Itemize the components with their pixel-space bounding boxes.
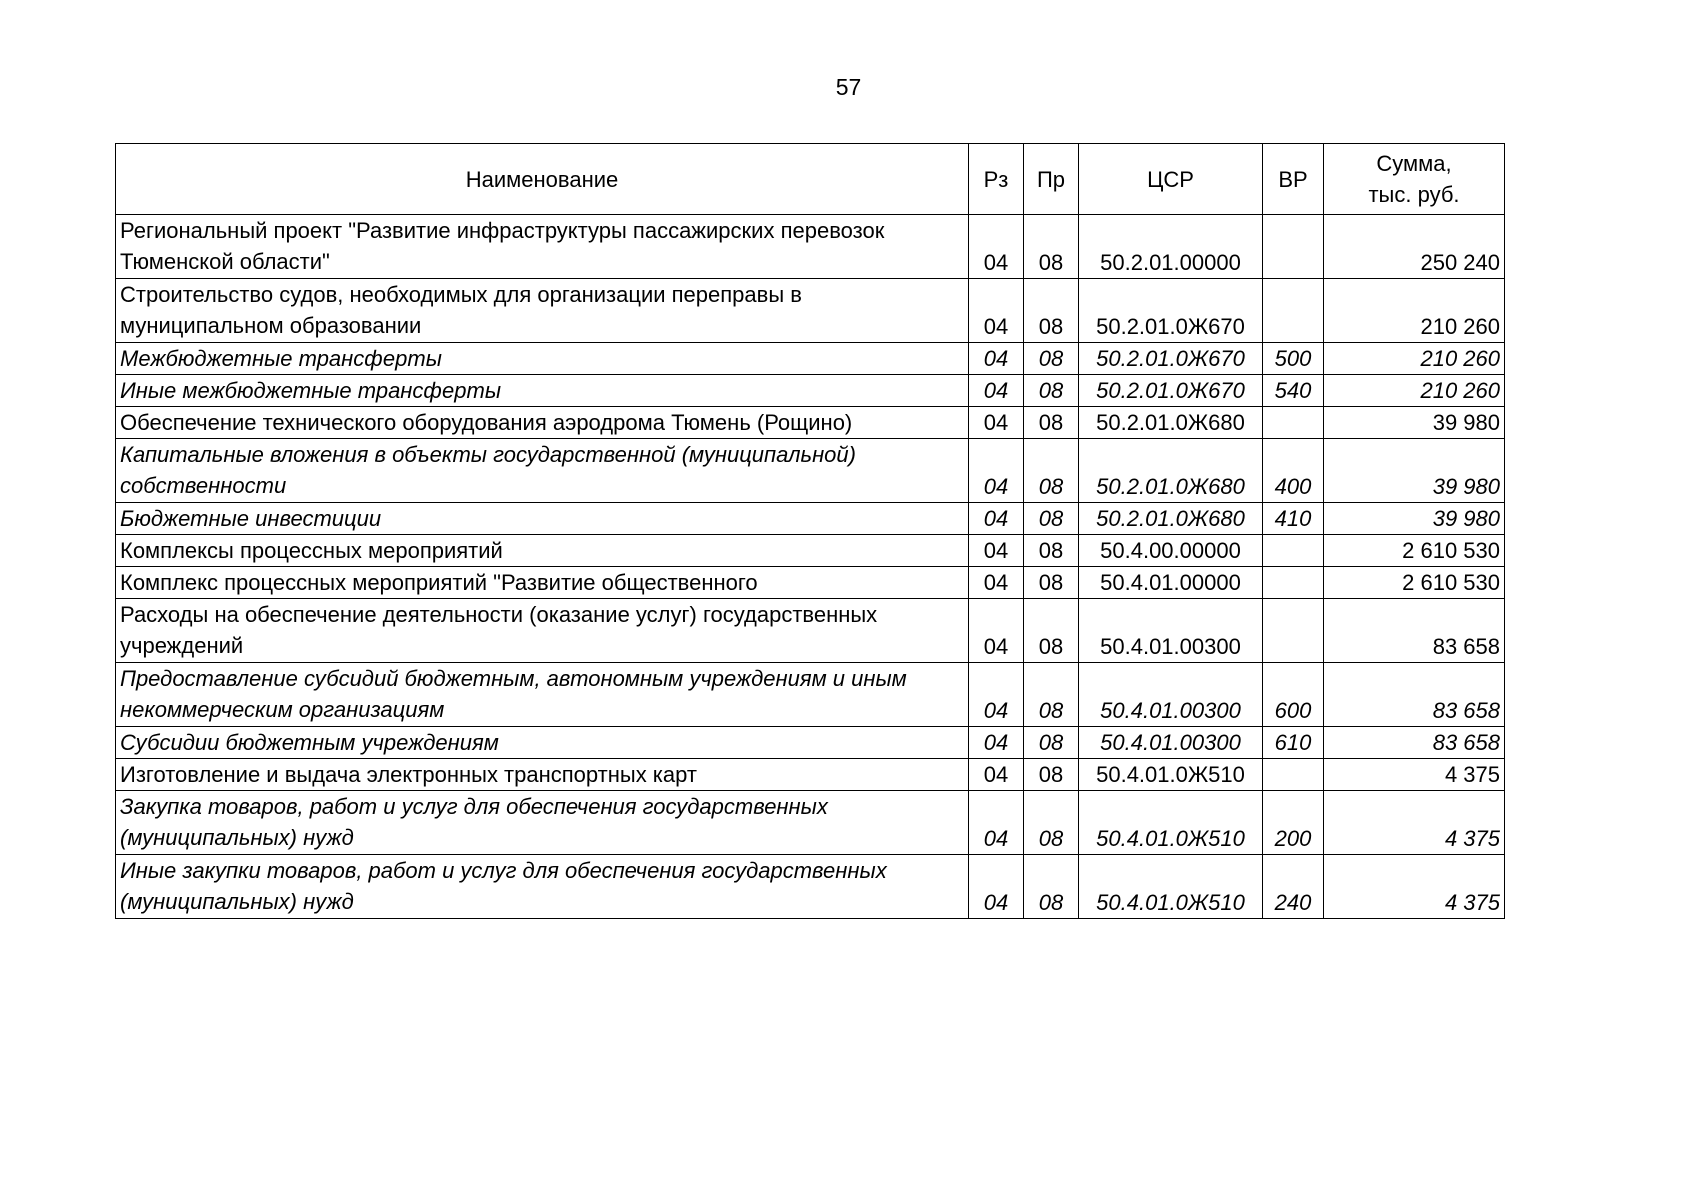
cell-pr: 08 — [1024, 663, 1079, 727]
cell-csr: 50.4.01.0Ж510 — [1079, 791, 1263, 855]
table-row — [116, 375, 1505, 407]
cell-name: Иные межбюджетные трансферты — [116, 375, 969, 407]
cell-csr: 50.4.01.00300 — [1079, 727, 1263, 759]
cell-pr: 08 — [1024, 503, 1079, 535]
table-row — [116, 535, 1505, 567]
table-row — [116, 343, 1505, 375]
cell-vr: 400 — [1263, 439, 1324, 503]
cell-sum: 2 610 530 — [1324, 567, 1505, 599]
table-row — [116, 567, 1505, 599]
cell-pr: 08 — [1024, 215, 1079, 279]
table-body — [116, 215, 1505, 919]
table-header-row — [116, 144, 1505, 215]
cell-name: Расходы на обеспечение деятельности (оказание услуг) государственных учреждений — [116, 599, 969, 663]
header-sum-line1: Сумма, — [1376, 151, 1452, 176]
cell-rz: 04 — [969, 407, 1024, 439]
cell-csr: 50.2.01.0Ж680 — [1079, 503, 1263, 535]
cell-csr: 50.4.01.00300 — [1079, 663, 1263, 727]
cell-sum: 250 240 — [1324, 215, 1505, 279]
cell-vr — [1263, 407, 1324, 439]
cell-sum: 83 658 — [1324, 663, 1505, 727]
page-number: 57 — [835, 74, 862, 100]
cell-vr — [1263, 279, 1324, 343]
cell-name: Региональный проект "Развитие инфраструктуры пассажирских перевозок Тюменской области" — [116, 215, 969, 279]
cell-rz: 04 — [969, 439, 1024, 503]
cell-rz: 04 — [969, 503, 1024, 535]
cell-rz: 04 — [969, 759, 1024, 791]
cell-pr: 08 — [1024, 567, 1079, 599]
cell-rz: 04 — [969, 279, 1024, 343]
cell-name: Комплекс процессных мероприятий "Развитие общественного — [116, 567, 969, 599]
cell-rz: 04 — [969, 727, 1024, 759]
table-row — [116, 439, 1505, 503]
cell-csr: 50.2.01.00000 — [1079, 215, 1263, 279]
cell-name: Закупка товаров, работ и услуг для обеспечения государственных (муниципальных) нужд — [116, 791, 969, 855]
cell-sum: 4 375 — [1324, 791, 1505, 855]
cell-sum: 39 980 — [1324, 503, 1505, 535]
header-vr: ВР — [1263, 144, 1324, 215]
cell-sum: 39 980 — [1324, 407, 1505, 439]
cell-pr: 08 — [1024, 535, 1079, 567]
cell-rz: 04 — [969, 375, 1024, 407]
cell-name: Бюджетные инвестиции — [116, 503, 969, 535]
table-row — [116, 279, 1505, 343]
table-row — [116, 791, 1505, 855]
cell-name: Строительство судов, необходимых для организации переправы в муниципальном образовании — [116, 279, 969, 343]
cell-vr: 500 — [1263, 343, 1324, 375]
cell-sum: 4 375 — [1324, 759, 1505, 791]
cell-rz: 04 — [969, 535, 1024, 567]
cell-sum: 210 260 — [1324, 375, 1505, 407]
cell-vr — [1263, 599, 1324, 663]
cell-pr: 08 — [1024, 439, 1079, 503]
cell-csr: 50.4.01.0Ж510 — [1079, 855, 1263, 919]
cell-name: Капитальные вложения в объекты государственной (муниципальной) собственности — [116, 439, 969, 503]
cell-vr: 200 — [1263, 791, 1324, 855]
cell-name: Изготовление и выдача электронных транспортных карт — [116, 759, 969, 791]
header-csr: ЦСР — [1079, 144, 1263, 215]
cell-csr: 50.4.01.00000 — [1079, 567, 1263, 599]
cell-rz: 04 — [969, 663, 1024, 727]
cell-csr: 50.4.01.0Ж510 — [1079, 759, 1263, 791]
cell-csr: 50.4.01.00300 — [1079, 599, 1263, 663]
table-row — [116, 727, 1505, 759]
table-row — [116, 215, 1505, 279]
cell-rz: 04 — [969, 791, 1024, 855]
cell-vr: 610 — [1263, 727, 1324, 759]
table-row — [116, 407, 1505, 439]
cell-csr: 50.2.01.0Ж670 — [1079, 279, 1263, 343]
cell-name: Комплексы процессных мероприятий — [116, 535, 969, 567]
cell-name: Субсидии бюджетным учреждениям — [116, 727, 969, 759]
table-row — [116, 503, 1505, 535]
cell-pr: 08 — [1024, 855, 1079, 919]
budget-table — [115, 143, 1505, 919]
cell-vr: 410 — [1263, 503, 1324, 535]
cell-vr — [1263, 759, 1324, 791]
cell-sum: 39 980 — [1324, 439, 1505, 503]
cell-pr: 08 — [1024, 407, 1079, 439]
header-sum — [1324, 144, 1505, 215]
cell-rz: 04 — [969, 343, 1024, 375]
cell-name: Предоставление субсидий бюджетным, автономным учреждениям и иным некоммерческим организациям — [116, 663, 969, 727]
cell-rz: 04 — [969, 855, 1024, 919]
cell-rz: 04 — [969, 215, 1024, 279]
cell-sum: 2 610 530 — [1324, 535, 1505, 567]
cell-vr: 240 — [1263, 855, 1324, 919]
cell-pr: 08 — [1024, 791, 1079, 855]
header-pr: Пр — [1024, 144, 1079, 215]
cell-rz: 04 — [969, 599, 1024, 663]
cell-sum: 83 658 — [1324, 599, 1505, 663]
table-row — [116, 663, 1505, 727]
cell-pr: 08 — [1024, 279, 1079, 343]
cell-pr: 08 — [1024, 343, 1079, 375]
cell-csr: 50.2.01.0Ж680 — [1079, 439, 1263, 503]
cell-vr: 600 — [1263, 663, 1324, 727]
cell-pr: 08 — [1024, 727, 1079, 759]
cell-csr: 50.2.01.0Ж680 — [1079, 407, 1263, 439]
cell-csr: 50.2.01.0Ж670 — [1079, 375, 1263, 407]
cell-sum: 4 375 — [1324, 855, 1505, 919]
cell-csr: 50.4.00.00000 — [1079, 535, 1263, 567]
cell-sum: 210 260 — [1324, 279, 1505, 343]
table-row — [116, 759, 1505, 791]
cell-rz: 04 — [969, 567, 1024, 599]
cell-name: Обеспечение технического оборудования аэродрома Тюмень (Рощино) — [116, 407, 969, 439]
cell-csr: 50.2.01.0Ж670 — [1079, 343, 1263, 375]
cell-sum: 83 658 — [1324, 727, 1505, 759]
table-row — [116, 855, 1505, 919]
cell-name: Иные закупки товаров, работ и услуг для обеспечения государственных (муниципальных) нужд — [116, 855, 969, 919]
cell-vr: 540 — [1263, 375, 1324, 407]
table-row — [116, 599, 1505, 663]
cell-pr: 08 — [1024, 375, 1079, 407]
header-sum-line2: тыс. руб. — [1368, 182, 1460, 207]
header-rz: Рз — [969, 144, 1024, 215]
cell-sum: 210 260 — [1324, 343, 1505, 375]
cell-pr: 08 — [1024, 759, 1079, 791]
cell-vr — [1263, 535, 1324, 567]
header-name: Наименование — [116, 144, 969, 215]
cell-name: Межбюджетные трансферты — [116, 343, 969, 375]
cell-pr: 08 — [1024, 599, 1079, 663]
cell-vr — [1263, 215, 1324, 279]
cell-vr — [1263, 567, 1324, 599]
